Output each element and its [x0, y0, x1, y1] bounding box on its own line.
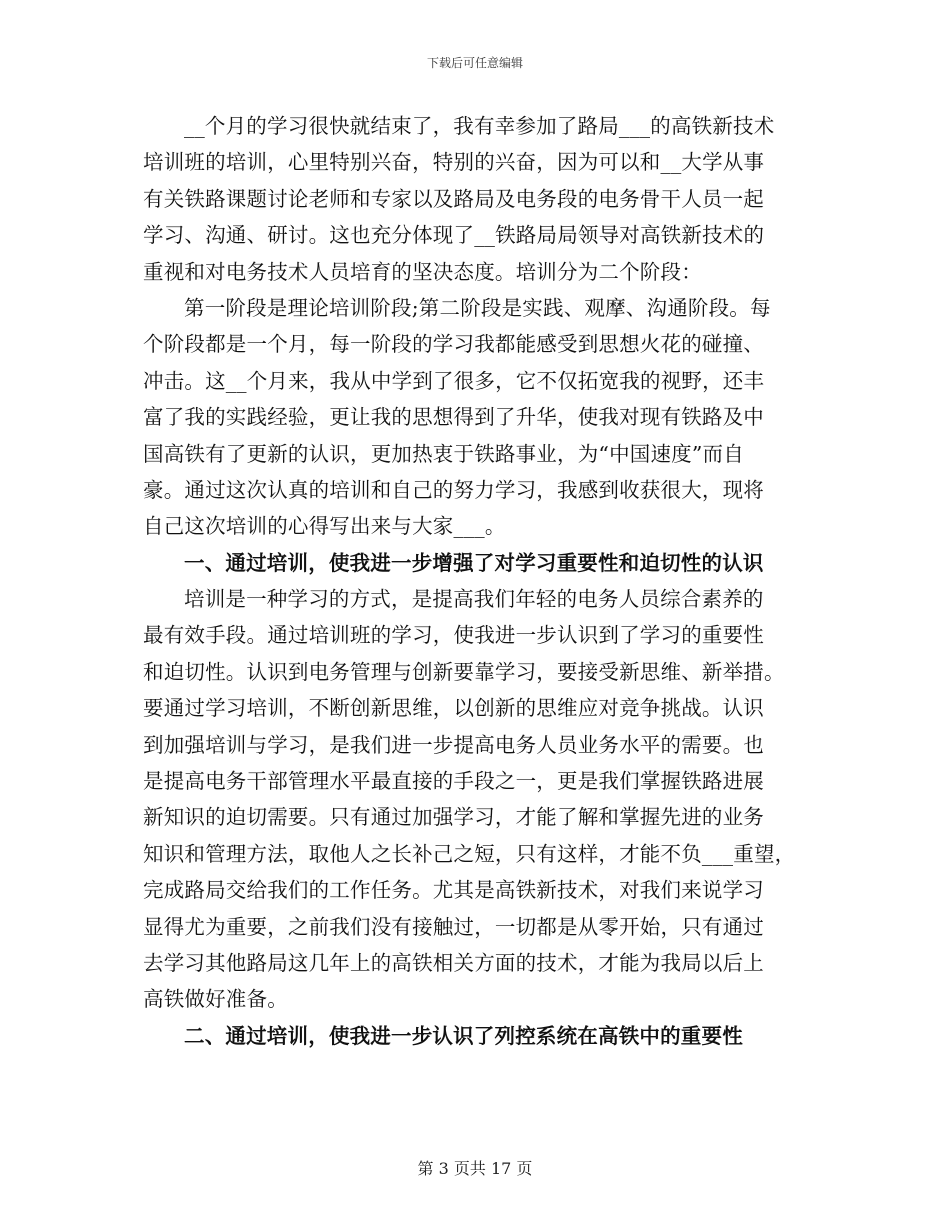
section-heading: 一、通过培训，使我进一步增强了对学习重要性和迫切性的认识	[184, 550, 764, 575]
paragraph-line: 知识和管理方法，取他人之长补己之短，只有这样，才能不负___重望，	[143, 841, 796, 866]
paragraph-line: 豪。通过这次认真的培训和自己的努力学习，我感到收获很大，现将	[143, 477, 764, 502]
paragraph-line: 个阶段都是一个月，每一阶段的学习我都能感受到思想火花的碰撞、	[143, 332, 764, 357]
paragraph-line: 国高铁有了更新的认识，更加热衷于铁路事业，为“中国速度”而自	[143, 441, 744, 466]
paragraph-line: 第一阶段是理论培训阶段;第二阶段是实践、观摩、沟通阶段。每	[184, 295, 771, 320]
paragraph-line: 冲击。这__个月来，我从中学到了很多，它不仅拓宽我的视野，还丰	[143, 368, 765, 393]
paragraph-line: 自己这次培训的心得写出来与大家___。	[143, 514, 506, 539]
paragraph-line: 去学习其他路局这几年上的高铁相关方面的技术，才能为我局以后上	[143, 950, 764, 975]
paragraph-line: 完成路局交给我们的工作任务。尤其是高铁新技术，对我们来说学习	[143, 878, 764, 903]
paragraph-line: __个月的学习很快就结束了，我有幸参加了路局___的高铁新技术	[184, 114, 775, 138]
page-header: 下载后可任意编辑	[426, 56, 523, 70]
paragraph-line: 显得尤为重要，之前我们没有接触过，一切都是从零开始，只有通过	[143, 914, 764, 939]
paragraph-line: 要通过学习培训，不断创新思维，以创新的思维应对竞争挑战。认识	[143, 696, 764, 721]
paragraph-line: 高铁做好准备。	[143, 987, 288, 1012]
paragraph-line: 有关铁路课题讨论老师和专家以及路局及电务段的电务骨干人员一起	[143, 186, 764, 211]
paragraph-line: 培训是一种学习的方式，是提高我们年轻的电务人员综合素养的	[184, 587, 764, 612]
paragraph-line: 富了我的实践经验，更让我的思想得到了升华，使我对现有铁路及中	[143, 405, 764, 430]
paragraph-line: 培训班的培训，心里特别兴奋，特别的兴奋，因为可以和__大学从事	[143, 150, 765, 175]
paragraph-line: 是提高电务干部管理水平最直接的手段之一，更是我们掌握铁路进展	[143, 769, 764, 794]
paragraph-line: 学习、沟通、研讨。这也充分体现了__铁路局局领导对高铁新技术的	[143, 223, 765, 248]
paragraph-line: 重视和对电务技术人员培育的坚决态度。培训分为二个阶段：	[143, 259, 702, 284]
paragraph-line: 新知识的迫切需要。只有通过加强学习，才能了解和掌握先进的业务	[143, 805, 764, 830]
page-footer: 第 3 页共 17 页	[417, 1159, 533, 1178]
paragraph-line: 到加强培训与学习，是我们进一步提高电务人员业务水平的需要。也	[143, 732, 764, 757]
paragraph-line: 和迫切性。认识到电务管理与创新要靠学习，要接受新思维、新举措。	[143, 659, 785, 684]
document-body	[143, 108, 815, 1054]
section-heading: 二、通过培训，使我进一步认识了列控系统在高铁中的重要性	[184, 1023, 743, 1048]
paragraph-line: 最有效手段。通过培训班的学习，使我进一步认识到了学习的重要性	[143, 623, 764, 648]
